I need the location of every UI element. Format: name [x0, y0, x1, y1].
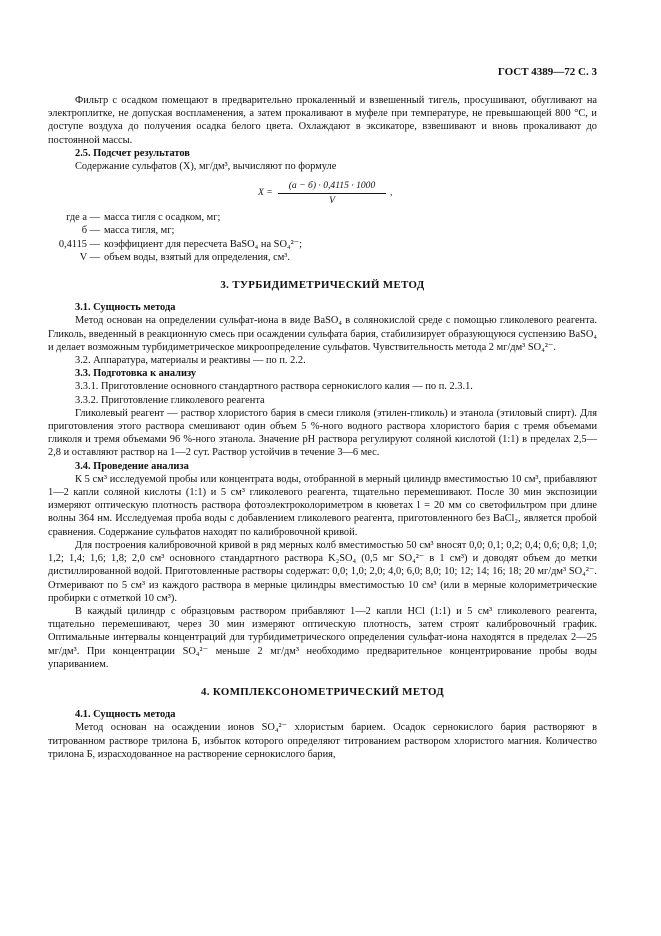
- legend-text: коэффициент для пересчета BaSO₄ на SO₄²⁻;: [104, 238, 303, 250]
- formula-lhs: X =: [258, 187, 273, 199]
- formula-legend: [48, 211, 597, 264]
- legend-row: [48, 224, 597, 237]
- formula: [258, 179, 597, 205]
- formula-denominator: V: [329, 195, 335, 207]
- section-3-3-2: 3.3.2. Приготовление гликолевого реагента: [75, 394, 265, 406]
- section-4-1-text: Метод основан на осаждении ионов SO₄²⁻ хлористым барием. Осадок сернокислого бария растворяют в титрованном растворе трилона Б, избыток которого определяют титрованием раствором хлористого магния. Количество трилона Б, израсходованное на растворение сернокислого бария,: [48, 722, 597, 760]
- legend-key: б —: [81, 225, 100, 237]
- section-3-4-heading: 3.4. Проведение анализа: [75, 460, 189, 472]
- section-4-title: 4. КОМПЛЕКСОНОМЕТРИЧЕСКИЙ МЕТОД: [200, 685, 445, 698]
- section-3-1-text: Метод основан на определении сульфат-иона в виде BaSO₄ в солянокислой среде с помощью гликолевого реагента. Гликоль, введенный в реакционную смесь при осаждении сульфата бария, стабилизирует образующуюся суспензию BaSO₄ и делает возможным турбидиметрическое микроопределение сульфатов. Чувствительность метода 2 мг/дм³ SO₄²⁻.: [48, 315, 597, 353]
- legend-text: масса тигля с осадком, мг;: [104, 212, 221, 224]
- page-header: ГОСТ 4389—72 С. 3: [497, 66, 597, 78]
- section-2-5-text: Содержание сульфатов (X), мг/дм³, вычисляют по формуле: [75, 161, 337, 173]
- section-3-1-heading: 3.1. Сущность метода: [75, 302, 176, 314]
- section-3-3-2-text: Гликолевый реагент — раствор хлористого бария в смеси гликоля (этилен-гликоль) и этанола (этиловый спирт). Для приготовления этого раствора смешивают один объем 5 %-ного водного раствора хлористого бария с тремя объемами гликоля и тремя объемами 96 %-ного этанола. Значение pH раствора регулируют соляной кислотой (1:1) в пределах 2,5—2,8 и оставляют раствор на 1—2 сут. Раствор устойчив в течение 3—6 мес.: [48, 407, 597, 459]
- legend-key: где a —: [66, 212, 100, 224]
- formula-numerator: (a − б) · 0,4115 · 1000: [278, 179, 386, 194]
- legend-row: [48, 238, 597, 251]
- section-4-1-heading: 4.1. Сущность метода: [75, 709, 176, 721]
- legend-text: объем воды, взятый для определения, см³.: [104, 251, 291, 263]
- legend-text: масса тигля, мг;: [104, 225, 175, 237]
- section-3-3-1: 3.3.1. Приготовление основного стандартного раствора сернокислого калия — по п. 2.3.1.: [75, 381, 473, 393]
- section-3-2: 3.2. Аппаратура, материалы и реактивы — по п. 2.2.: [75, 355, 306, 367]
- formula-comma: ,: [390, 187, 393, 199]
- section-3-3-heading: 3.3. Подготовка к анализу: [75, 368, 197, 380]
- section-3-4-paragraph-2: Для построения калибровочной кривой в ряд мерных колб вместимостью 50 см³ вносят 0,0; 0,1; 0,2; 0,4; 0,6; 0,8; 1,0; 1,2; 1,4; 1,6; 1,8; 2,0 см³ основного стандартного раствора K₂SO₄ (0,5 мг SO₄²⁻ в 1 см³) и доводят объем до метки дистиллированной водой. Приготовленные растворы содержат: 0,0; 1,0; 2,0; 4,0; 6,0; 8,0; 10; 12; 14; 16; 18; 20 мг/дм³ SO₄²⁻. Отмеривают по 5 см³ из каждого раствора в мерные цилиндры вместимостью 10 см³ (или в мерные колориметрические пробирки с отметкой 10 см³).: [48, 539, 597, 604]
- legend-key: V —: [79, 251, 100, 263]
- legend-row: [48, 211, 597, 224]
- section-3-4-paragraph-1: К 5 см³ исследуемой пробы или концентрата воды, отобранной в мерный цилиндр вместимостью 10 см³, прибавляют 1—2 капли соляной кислоты (1:1) и 5 см³ гликолевого реагента, тщательно перемешивают. После 30 мин экспозиции измеряют оптическую плотность раствора фотоэлектроколориметром в кюветах l = 20 мм со светофильтром при длине волны 364 нм. Исследуемая проба воды с добавлением гликолевого реагента, приготовленного без BaCl₂, является пробой сравнения. Содержание сульфатов находят по калибровочной кривой.: [48, 473, 597, 538]
- section-3-title: 3. ТУРБИДИМЕТРИЧЕСКИЙ МЕТОД: [220, 279, 425, 292]
- legend-row: [48, 251, 597, 264]
- section-3-4-paragraph-3: В каждый цилиндр с образцовым раствором прибавляют 1—2 капли HCl (1:1) и 5 см³ гликолевого реагента, тщательно перемешивают, через 30 мин измеряют оптическую плотность, затем строят калибровочный график. Оптимальные интервалы концентраций для турбидиметрического определения сульфат-иона находятся в пределах 2—25 мг/дм³. При концентрации SO₄²⁻ меньше 2 мг/дм³ необходимо предварительное концентрирование пробы воды упариванием.: [48, 605, 597, 670]
- legend-key: 0,4115 —: [58, 238, 100, 250]
- document-body: [48, 94, 597, 761]
- intro-paragraph: Фильтр с осадком помещают в предварительно прокаленный и взвешенный тигель, просушивают, обугливают на электроплитке, не допуская воспламенения, а затем прокаливают в муфеле при температуре, не превышающей 800 °С, и доступе воздуха до получения осадка белого цвета. Охлаждают в эксикаторе, взвешивают и вновь прокаливают до постоянной массы.: [48, 95, 597, 146]
- formula-fraction: [278, 179, 386, 207]
- section-2-5-heading: 2.5. Подсчет результатов: [75, 147, 190, 159]
